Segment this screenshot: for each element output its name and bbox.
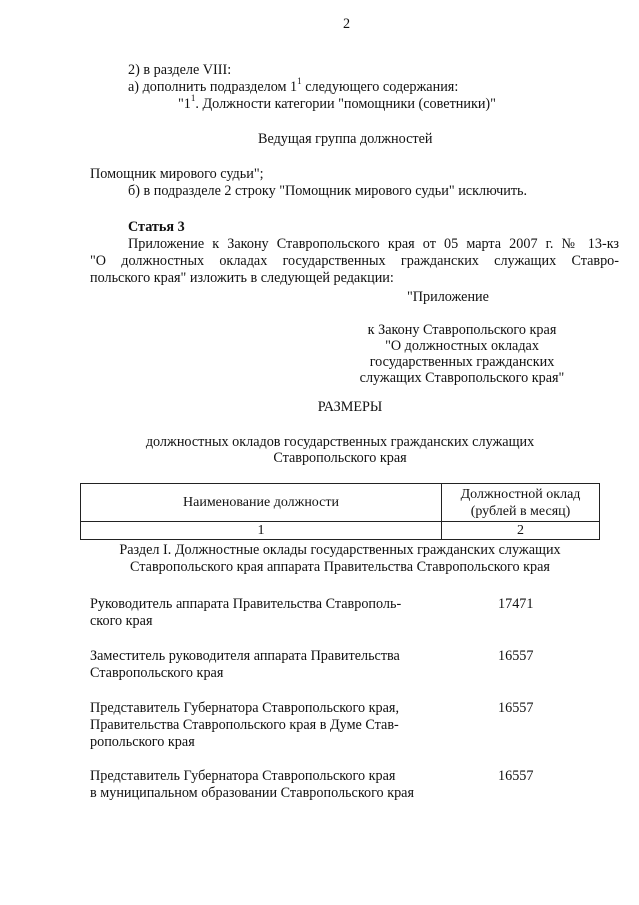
position-salary: 17471 bbox=[498, 596, 534, 612]
appendix-line-4: служащих Ставропольского края" bbox=[359, 370, 565, 386]
position-name-line: Правительства Ставропольского края в Думе Став- bbox=[90, 717, 399, 733]
sizes-title: РАЗМЕРЫ bbox=[317, 399, 383, 415]
article-3-para-line-2: "О должностных окладах государственных гражданских служащих Ставро- bbox=[90, 253, 619, 269]
position-name-line: ского края bbox=[90, 613, 153, 629]
group-heading: Ведущая группа должностей bbox=[258, 131, 433, 147]
position-name-line: в муниципальном образовании Ставропольского края bbox=[90, 785, 415, 801]
position-row bbox=[90, 768, 414, 802]
appendix-line-2: "О должностных окладах bbox=[385, 338, 539, 354]
amendment-subitem-a: а) дополнить подразделом $1^1$ следующего содержания: bbox=[128, 76, 459, 95]
assistant-judge-line: Помощник мирового судьи"; bbox=[90, 166, 264, 182]
position-name-line: Представитель Губернатора Ставропольского края, bbox=[90, 700, 399, 716]
column-header-salary: Должностной оклад (рублей в месяц) bbox=[442, 484, 600, 522]
salary-table-header bbox=[80, 483, 600, 540]
amendment-item-2: 2) в разделе VIII: bbox=[128, 62, 232, 78]
sizes-subtitle-line-2: Ставропольского края bbox=[273, 450, 407, 466]
amendment-subitem-b: б) в подразделе 2 строку "Помощник мирового судьи" исключить. bbox=[128, 183, 528, 199]
position-salary: 16557 bbox=[498, 768, 534, 784]
position-name-line: Заместитель руководителя аппарата Правительства bbox=[90, 648, 400, 664]
article-3-title: Статья 3 bbox=[128, 219, 185, 235]
column-number-1: 1 bbox=[81, 522, 442, 540]
position-name-line: Ставропольского края bbox=[90, 665, 224, 681]
position-salary: 16557 bbox=[498, 648, 534, 664]
column-header-position: Наименование должности bbox=[81, 484, 442, 522]
appendix-line-3: государственных гражданских bbox=[369, 354, 555, 370]
sizes-subtitle-line-1: должностных окладов государственных гражданских служащих bbox=[145, 434, 535, 450]
section-1-heading-line-2: Ставропольского края аппарата Правительства Ставропольского края bbox=[130, 559, 550, 575]
position-row bbox=[90, 596, 401, 630]
appendix-line-1: к Закону Ставропольского края bbox=[367, 322, 557, 338]
position-name-line: ропольского края bbox=[90, 734, 195, 750]
article-3-para-line-3: польского края" изложить в следующей редакции: bbox=[90, 270, 394, 286]
page-number: 2 bbox=[343, 16, 351, 32]
position-row bbox=[90, 648, 400, 682]
subsection-title: "$1^1$. Должности категории "помощники (советники)" bbox=[178, 93, 496, 112]
position-name-line: Руководитель аппарата Правительства Ставрополь- bbox=[90, 596, 402, 612]
position-salary: 16557 bbox=[498, 700, 534, 716]
position-name-line: Представитель Губернатора Ставропольского края bbox=[90, 768, 396, 784]
appendix-title: "Приложение bbox=[407, 289, 489, 305]
column-number-2: 2 bbox=[442, 522, 600, 540]
article-3-para-line-1: Приложение к Закону Ставропольского края от 05 марта 2007 г. № 13-кз bbox=[128, 236, 619, 252]
position-row bbox=[90, 700, 399, 751]
section-1-heading-line-1: Раздел I. Должностные оклады государственных гражданских служащих bbox=[119, 542, 561, 558]
